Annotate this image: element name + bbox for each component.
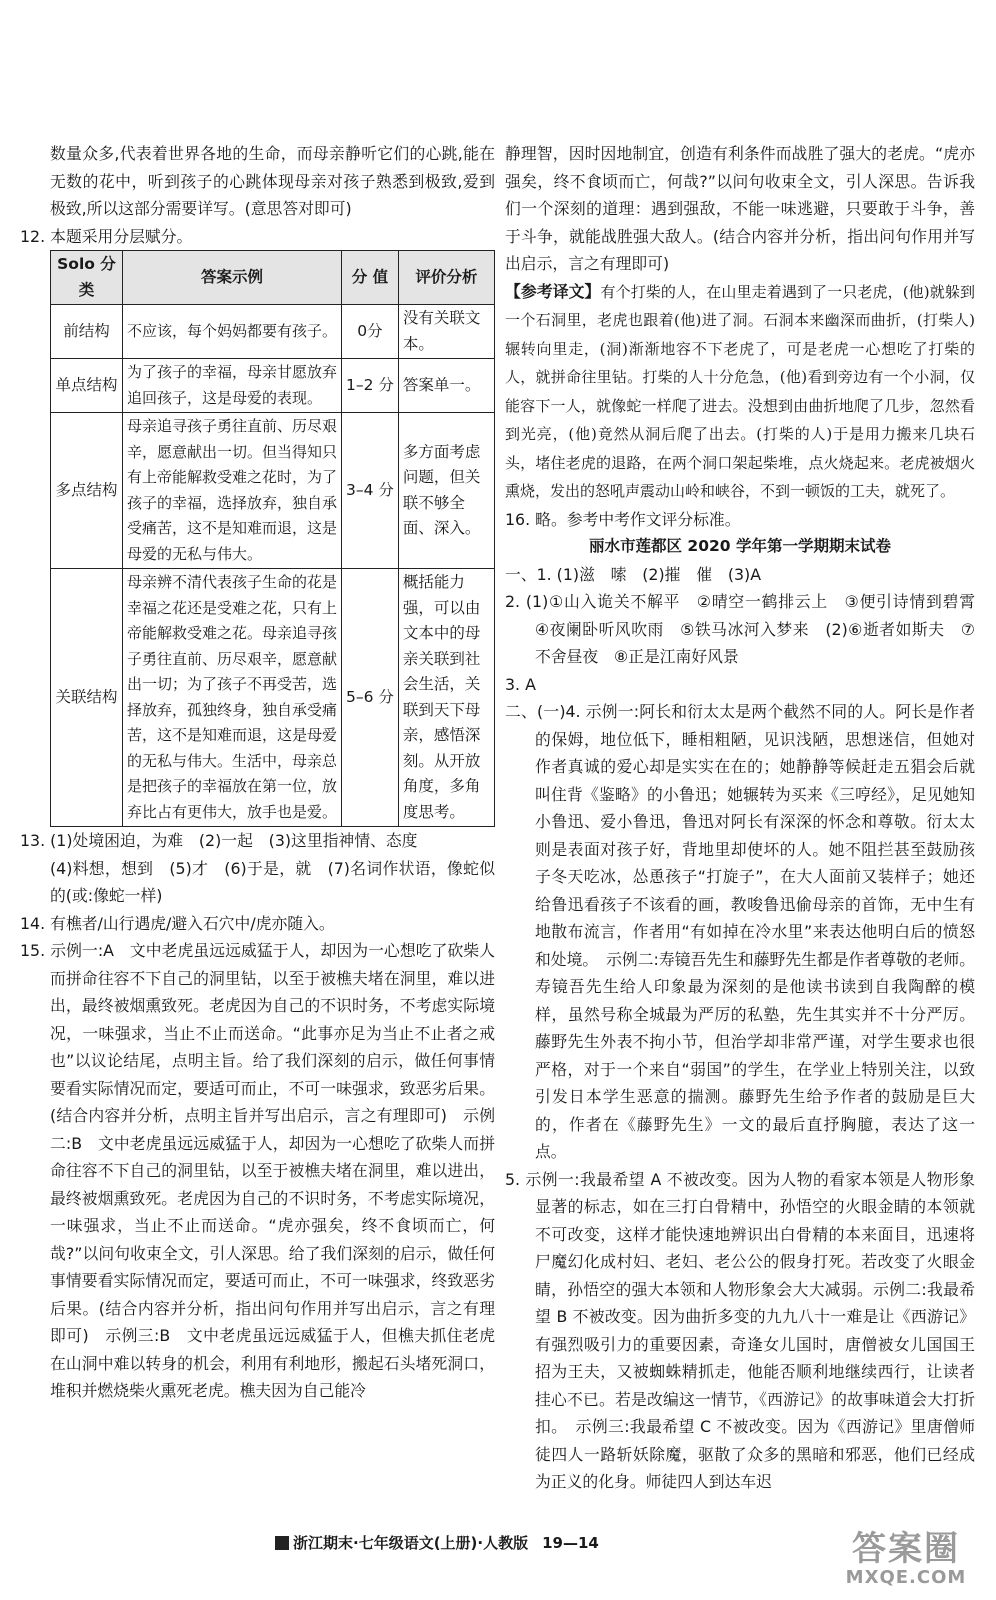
watermark-url: MXQE.COM <box>845 1567 967 1588</box>
header-eval: 评价分析 <box>398 251 494 305</box>
row-score: 1–2 分 <box>341 359 398 413</box>
answer-15-continued: 静理智，因时因地制宜，创造有利条件而战胜了强大的老虎。“虎亦强矣，终不食顷而亡，何哉?”以问句收束全文，引人深思。告诉我们一个深刻的道理：遇到强敌，不能一味逃避，只要敢于斗争，善于斗争，就能战胜强大敌人。(结合内容并分析，指出问句作用并写出启示，言之有理即可) <box>505 144 975 273</box>
row-category: 前结构 <box>51 305 123 359</box>
row-score: 0分 <box>341 305 398 359</box>
right-column <box>505 140 991 1496</box>
row-eval: 概括能力强，可以由文本中的母亲关联到社会生活，关联到天下母亲，感悟深刻。从开放角度，多角度思考。 <box>398 569 494 827</box>
row-example: 为了孩子的幸福，母亲甘愿放弃追回孩子，这是母爱的表现。 <box>122 359 341 413</box>
page-number: 19—14 <box>542 1534 599 1552</box>
watermark <box>826 1531 986 1588</box>
section2-q5: 5. 示例一:我最希望 A 不被改变。因为人物的看家本领是人物形象显著的标志，如在三打白骨精中，孙悟空的火眼金睛的本领就不可改变，这样才能快速地辨识出白骨精的本来面目，迅速将尸魔幻化成村妇、老妇、老公公的假身打死。若改变了火眼金睛，孙悟空的强大本领和人物形象会大大减弱。示例二:我最希望 B 不被改变。因为曲折多变的九九八十一难是让《西游记》有强烈吸引力的重要因素，奇逢女儿国时，唐僧被女儿国国王招为王夫，又被蜘蛛精抓走，他能否顺利地继续西行，让读者挂心不已。若是改编这一情节，《西游记》的故事味道会大打折扣。 示例三:我最希望 C 不被改变。因为《西游记》里唐僧师徒四人一路斩妖除魔，驱散了众多的黑暗和邪恶，他们已经成为正义的化身。师徒四人到达车迟 <box>505 1169 975 1491</box>
answer-11-continued: 数量众多,代表着世界各地的生命，而母亲静听它们的心跳,能在无数的花中，听到孩子的心跳体现母亲对孩子熟悉到极致,爱到极致,所以这部分需要详写。(意思答对即可) <box>50 144 495 218</box>
reference-label: 【参考译文】 <box>505 281 601 301</box>
section2-q4: 二、(一)4. 示例一:阿长和衍太太是两个截然不同的人。阿长是作者的保姆，地位低下，睡相粗陋，见识浅陋，思想迷信，但她对作者真诚的爱心却是实实在在的；她静静等候赶走五猖会后就叫住背《鉴略》的小鲁迅；她辗转为买来《三哼经》，足见她知小鲁迅、爱小鲁迅，鲁迅对阿长有深深的怀念和尊敬。衍太太则是表面对孩子好，背地里却使坏的人。她不阻拦甚至鼓励孩子冬天吃冰，怂恿孩子“打旋子”，在大人面前又装样子；她还给鲁迅看孩子不该看的画，教唆鲁迅偷母亲的首饰，无中生有地散布流言，作者用“有如掉在冷水里”来表达他明白后的愤怒和处境。 示例二:寿镜吾先生和藤野先生都是作者尊敬的老师。寿镜吾先生给人印象最为深刻的是他读书读到自我陶醉的模样，虽然号称全城最为严厉的私塾，先生其实并不十分严厉。藤野先生外表不拘小节，但治学却非常严谨，对学生要求也很严格，对于一个来自“弱国”的学生，在学业上特别关注，以致引发日本学生恶意的揣测。藤野先生给予作者的鼓励是巨大的，作者在《藤野先生》一文的最后直抒胸臆，表达了这一点。 <box>505 702 975 1161</box>
header-solo: Solo 分类 <box>51 251 123 305</box>
row-eval: 答案单一。 <box>398 359 494 413</box>
row-example: 母亲追寻孩子勇往直前、历尽艰辛，愿意献出一切。但当得知只有上帝能解救受难之花时，为了孩子的幸福，选择放弃，独自承受痛苦，这不是知难而退，这是母爱的无私与伟大。 <box>122 413 341 569</box>
row-eval: 没有关联文本。 <box>398 305 494 359</box>
reference-translation <box>505 278 975 506</box>
answer-13-line1: 13. (1)处境困迫，为难 (2)一起 (3)这里指神情、态度 <box>20 831 418 850</box>
exam-title: 丽水市莲都区 2020 学年第一学期期末试卷 <box>589 537 891 555</box>
row-category: 关联结构 <box>51 569 123 827</box>
header-example: 答案示例 <box>122 251 341 305</box>
left-column <box>20 140 495 1405</box>
book-title: 浙江期末·七年级语文(上册)·人教版 <box>293 1534 529 1552</box>
header-score: 分 值 <box>341 251 398 305</box>
solo-scoring-table <box>50 250 495 827</box>
section1-q3: 3. A <box>505 674 536 694</box>
table-header-row <box>51 251 495 305</box>
row-category: 单点结构 <box>51 359 123 413</box>
table-row <box>51 569 495 827</box>
row-example: 不应该，每个妈妈都要有孩子。 <box>122 305 341 359</box>
watermark-logo-text: 答案圈 <box>852 1529 960 1569</box>
reference-text: 有个打柴的人，在山里走着遇到了一只老虎，(他)就躲到一个石洞里，老虎也跟着(他)进了洞。石洞本来幽深而曲折，(打柴人)辗转向里走，(洞)渐渐地容不下老虎了，可是老虎一心想吃了打柴的人，就拼命往里钻。打柴的人十分危急，(他)看到旁边有一个小洞，仅能容下一人，就像蛇一样爬了进去。没想到由曲折地爬了几步，忽然看到光亮，(他)竟然从洞后爬了出去。(打柴的人)于是用力搬来几块石头，堵住老虎的退路，在两个洞口架起柴堆，点火烧起来。老虎被烟火熏烧，发出的怒吼声震动山岭和峡谷，不到一顿饭的工夫，就死了。 <box>505 282 975 500</box>
answer-12-heading: 12. 本题采用分层赋分。 <box>20 226 193 246</box>
answer-16: 16. 略。参考中考作文评分标准。 <box>505 509 741 529</box>
answer-13-line2: (4)料想，想到 (5)才 (6)于是，就 (7)名词作状语，像蛇似的(或:像蛇一样) <box>50 858 495 905</box>
row-score: 5–6 分 <box>341 569 398 827</box>
row-score: 3–4 分 <box>341 413 398 569</box>
row-example: 母亲辨不清代表孩子生命的花是幸福之花还是受难之花，只有上帝能解救受难之花。母亲追寻孩子勇往直前、历尽艰辛，愿意献出一切；为了孩子不再受苦，选择放弃，孤独终身，独自承受痛苦，这不是知难而退，这是母爱的无私与伟大。生活中，母亲总是把孩子的幸福放在第一位，放弃比占有更伟大，放手也是爱。 <box>122 569 341 827</box>
answer-14: 14. 有樵者/山行遇虎/避入石穴中/虎亦随入。 <box>20 913 335 933</box>
row-eval: 多方面考虑问题，但关联不够全面、深入。 <box>398 413 494 569</box>
square-bullet-icon <box>275 1536 289 1550</box>
section1-q1: 一、1. (1)滋 嗦 (2)摧 催 (3)A <box>505 564 761 584</box>
page-footer <box>275 1532 599 1553</box>
row-category: 多点结构 <box>51 413 123 569</box>
table-row <box>51 359 495 413</box>
answer-15: 15. 示例一:A 文中老虎虽远远威猛于人，却因为一心想吃了砍柴人而拼命往容不下自己的洞里钻，以至于被樵夫堵在洞里，难以进出，最终被烟熏致死。老虎因为自己的不识时务，不考虑实际境况，一味强求，当止不止而送命。“此事亦足为当止不止者之戒也”以议论结尾，点明主旨。给了我们深刻的启示，做任何事情要看实际情况而定，要适可而止，不可一味强求，致恶劣后果。(结合内容并分析，点明主旨并写出启示，言之有理即可) 示例二:B 文中老虎虽远远威猛于人，却因为一心想吃了砍柴人而拼命往容不下自己的洞里钻，以至于被樵夫堵在洞里，难以进出，最终被烟熏致死。老虎因为自己的不识时务，不考虑实际境况，一味强求，当止不止而送命。“虎亦强矣，终不食顷而亡，何哉?”以问句收束全文，引人深思。给了我们深刻的启示，做任何事情要看实际情况而定，要适可而止，不可一味强求，终致恶劣后果。(结合内容并分析，指出问句作用并写出启示，言之有理即可) 示例三:B 文中老虎虽远远威猛于人，但樵夫抓住老虎在山洞中难以转身的机会，利用有利地形，搬起石头堵死洞口，堆积并燃烧柴火熏死老虎。樵夫因为自己能冷 <box>20 941 495 1400</box>
table-row <box>51 305 495 359</box>
table-row <box>51 413 495 569</box>
section1-q2: 2. (1)①山入诡关不解平 ②晴空一鹤排云上 ③便引诗情到碧霄 ④夜阑卧听风吹雨 ⑤铁马冰河入梦来 (2)⑥逝者如斯夫 ⑦不舍昼夜 ⑧正是江南好风景 <box>505 592 991 666</box>
